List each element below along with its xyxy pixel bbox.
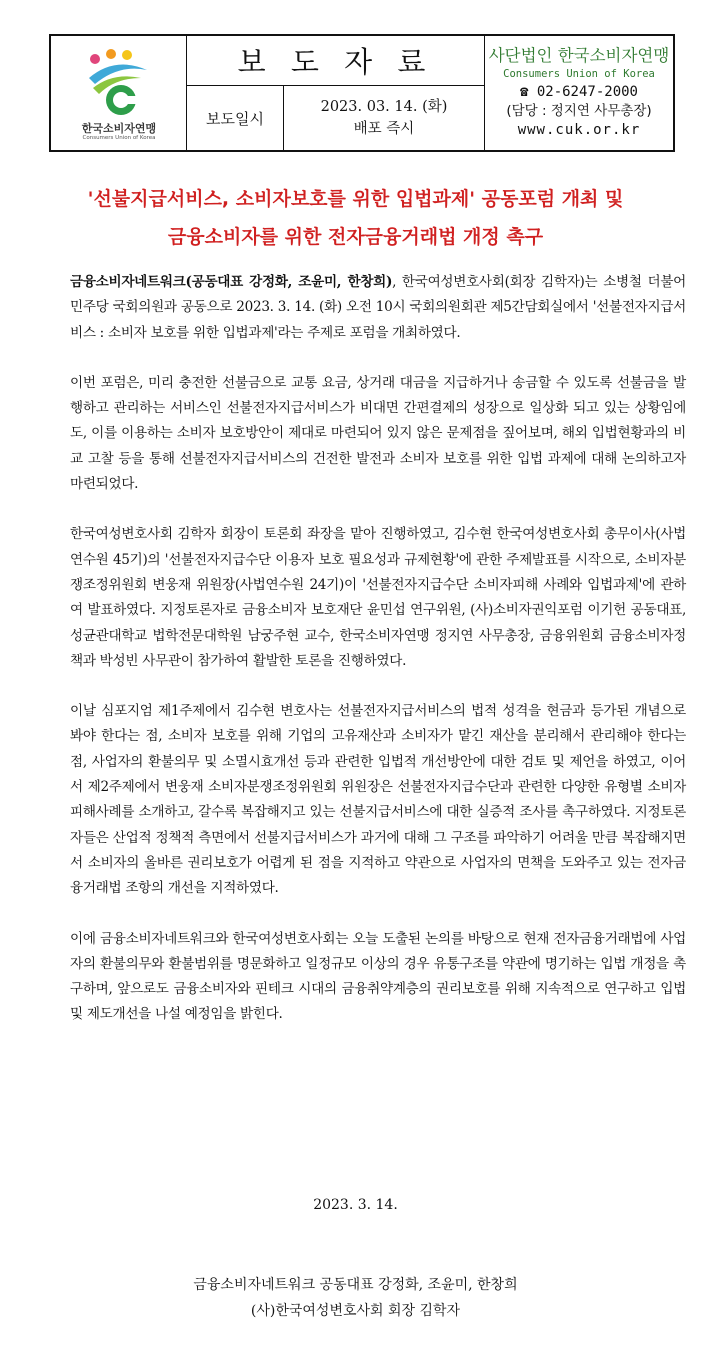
press-release-title xyxy=(187,36,485,86)
logo-block xyxy=(51,36,187,150)
paragraph-2: 이번 포럼은, 미리 충전한 선불금으로 교통 요금, 상거래 대금을 지급하거나 송금할 수 있도록 선불금을 발행하고 관리하는 서비스인 선불전자지급서비스가 비대면 간편결제의 성장으로 일상화 되고 있는 상황임에도, 이를 이용하는 소비자 보호방안이 제대로 마련되어 있지 않은 문제점을 짚어보며, 해외 입법현황과의 비교 고찰 등을 통해 선불전자지급서비스의 건전한 발전과 소비자 보호를 위한 입법 과제에 대해 논의하고자 마련되었다. xyxy=(70,374,686,493)
org-website: www.cuk.or.kr xyxy=(517,122,641,138)
org-contact: (담당 : 정지연 사무총장) xyxy=(506,103,652,119)
org-phone: ☎ 02-6247-2000 xyxy=(519,84,638,100)
title-text: 보 도 자 료 xyxy=(237,45,434,79)
headline xyxy=(0,180,711,256)
release-date-block xyxy=(284,86,485,150)
paragraph-5: 이에 금융소비자네트워크와 한국여성변호사회는 오늘 도출된 논의를 바탕으로 현재 전자금융거래법에 사업자의 환불의무와 환불범위를 명문화하고 일정규모 이상의 경우 유통구조를 약관에 명기하는 입법 개정을 촉구하며, 앞으로도 금융소비자와 핀테크 시대의 금융취약계층의 권리보호를 위해 지속적으로 연구하고 입법 및 제도개선을 나설 예정임을 밝힌다. xyxy=(70,930,686,1023)
press-release-header xyxy=(49,34,675,152)
paragraph-4: 이날 심포지엄 제1주제에서 김수현 변호사는 선불전자지급서비스의 법적 성격을 현금과 등가된 개념으로 봐야 한다는 점, 소비자 보호를 위해 기업의 고유재산과 소비자가 맡긴 재산을 분리해서 관리해야 한다는 점, 사업자의 환불의무 및 소멸시효개선 등과 관련한 입법적 개선방안에 대한 검토 및 제언을 하였고, 이어서 제2주제에서 변웅재 소비자분쟁조정위원회 위원장은 선불전자지급수단과 관련한 다양한 유형별 소비자피해사례를 소개하고, 갈수록 복잡해지고 있는 선불지급서비스에 대한 실증적 조사를 촉구하였다. 지정토론자들은 산업적 정책적 측면에서 선불지급서비스가 과거에 대해 그 구조를 파악하기 어려울 만큼 복잡해지면서 소비자의 올바른 권리보호가 어렵게 된 점을 지적하고 약관으로 사업자의 면책을 도와주고 있는 전자금융거래법 조항의 개선을 지적하였다. xyxy=(70,703,686,897)
headline-line-2: 금융소비자를 위한 전자금융거래법 개정 촉구 xyxy=(167,226,544,248)
release-date: 2023. 03. 14. (화) xyxy=(320,99,448,115)
signatory-2: (사)한국여성변호사회 회장 김학자 xyxy=(250,1303,461,1319)
paragraph-3: 한국여성변호사회 김학자 회장이 토론회 좌장을 맡아 진행하였고, 김수현 한국여성변호사회 총무이사(사법연수원 45기)의 '선불전자지급수단 이용자 보호 필요성과 규제현황'에 관한 주제발표를 시작으로, 소비자분쟁조정위원회 변웅재 위원장(사법연수원 24기)이 '선불전자지급수단 소비자피해 사례와 입법과제'에 관하여 발표하였다. 지정토론자로 금융소비자 보호재단 윤민섭 연구위원, (사)소비자권익포럼 이기헌 공동대표, 성균관대학교 법학전문대학원 남궁주현 교수, 한국소비자연맹 정지연 사무총장, 금융위원회 금융소비자정책과 박성빈 사무관이 참가하여 활발한 토론을 진행하였다. xyxy=(70,526,686,669)
paragraph-1-bold: 금융소비자네트워크(공동대표 강정화, 조윤미, 한창희) xyxy=(70,274,393,290)
logo-english-name: Consumers Union of Korea xyxy=(82,135,156,141)
footer-date: 2023. 3. 14. xyxy=(313,1197,398,1213)
article-body xyxy=(70,270,686,1053)
org-name: 사단법인 한국소비자연맹 xyxy=(488,46,670,65)
organization-info xyxy=(485,36,673,150)
distribution-note: 배포 즉시 xyxy=(353,121,415,137)
cuk-logo-icon xyxy=(85,48,153,118)
paragraph-1-rest: , 한국여성변호사회(회장 김학자)는 소병철 더불어민주당 국회의원과 공동으로 2023. 3. 14. (화) 오전 10시 국회의원회관 제5간담회실에서 '선불전자지급서비스 : 소비자 보호를 위한 입법과제'라는 주제로 포럼을 개최하였다. xyxy=(70,274,686,341)
headline-line-1: '선불지급서비스, 소비자보호를 위한 입법과제' 공동포럼 개최 및 xyxy=(87,188,624,210)
logo-korean-name: 한국소비자연맹 xyxy=(81,122,157,135)
signatories xyxy=(0,1272,711,1324)
signatory-1: 금융소비자네트워크 공동대표 강정화, 조윤미, 한창희 xyxy=(193,1277,518,1293)
paragraph-1 xyxy=(70,270,686,346)
date-label: 보도일시 xyxy=(187,86,284,150)
org-english-name: Consumers Union of Korea xyxy=(503,68,655,80)
